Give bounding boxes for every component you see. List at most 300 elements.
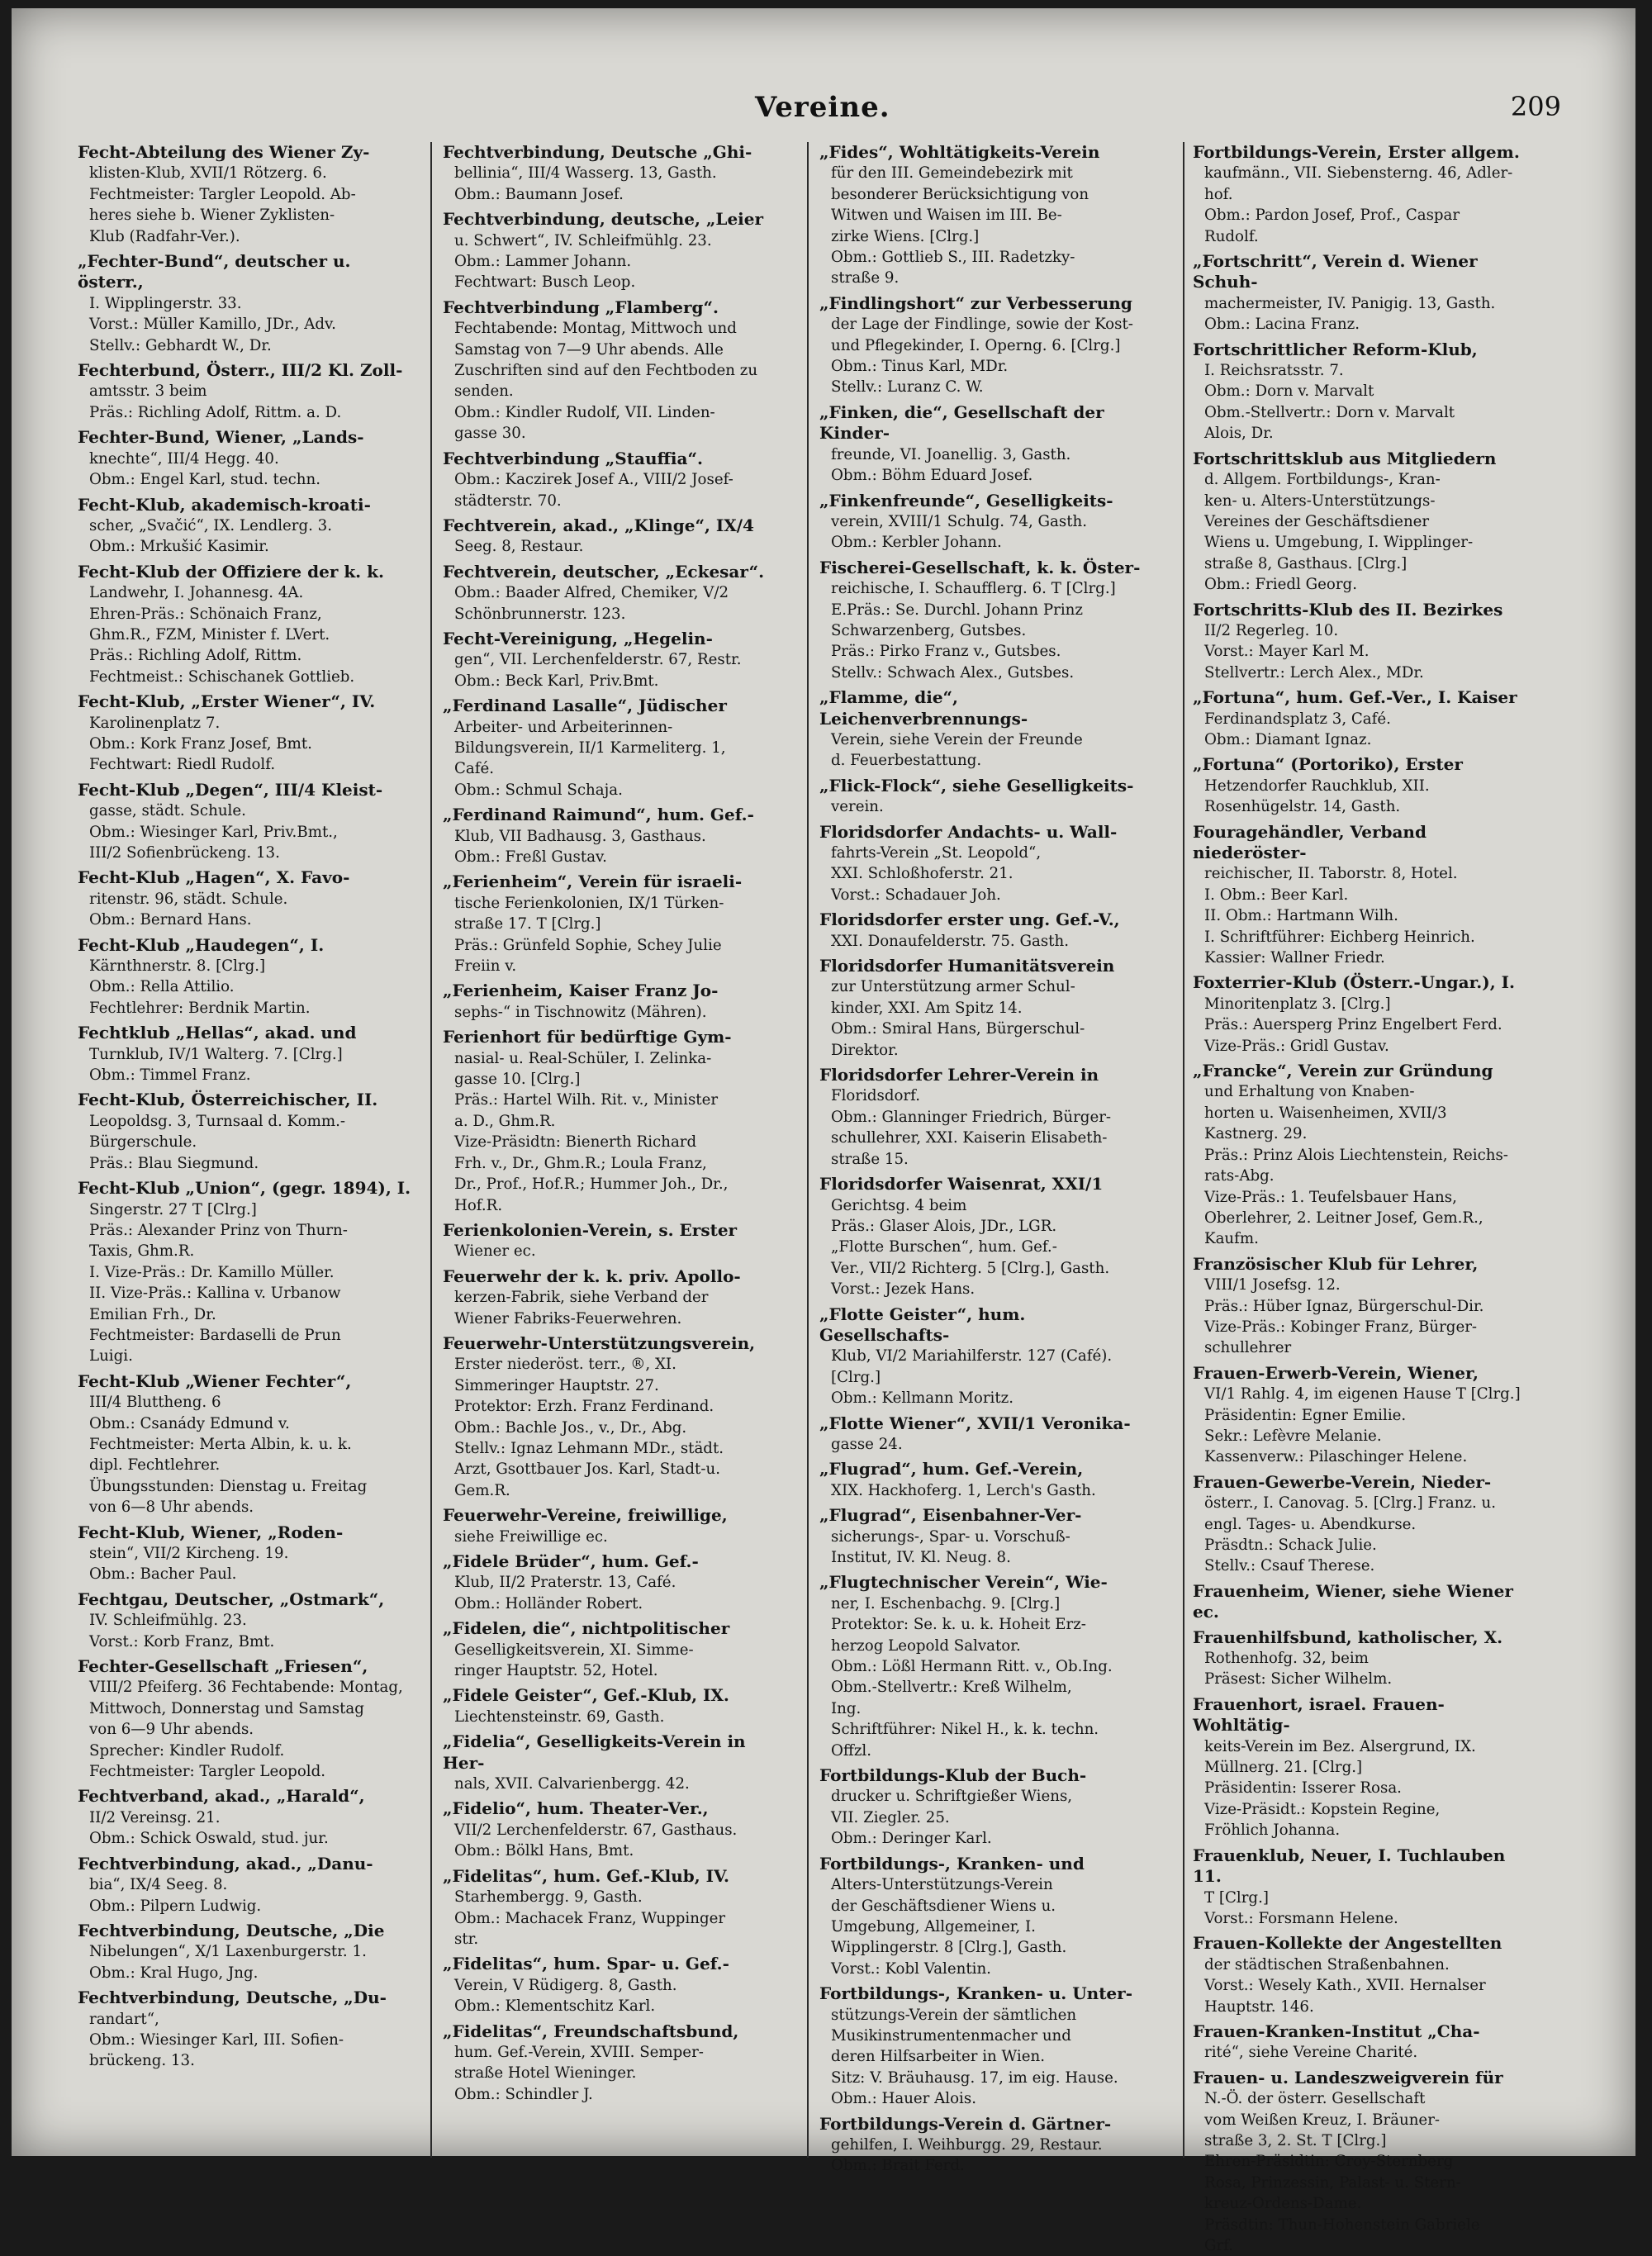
entry-line: Fechtwart: Busch Leop. (454, 273, 636, 292)
directory-entry (1193, 1581, 1530, 1623)
entry-heading: „Fortschritt“, Verein d. Wiener Schuh- (1193, 251, 1478, 292)
entry-line: Obm.: Bernard Hans. (89, 911, 252, 929)
entry-line: Gem.R. (454, 1481, 510, 1499)
directory-entry (1193, 687, 1530, 750)
entry-line: der städtischen Straßenbahnen. (1204, 1955, 1450, 1973)
directory-entry (78, 495, 415, 558)
entry-line: Obm.: Dorn v. Marvalt (1204, 382, 1374, 401)
entry-line: dipl. Fechtlehrer. (89, 1456, 221, 1475)
entry-line: ner, I. Eschenbachg. 9. [Clrg.] (831, 1594, 1061, 1612)
entry-line: Rudolf. (1204, 227, 1259, 245)
entry-line: sicherungs-, Spar- u. Vorschuß- (831, 1527, 1070, 1546)
entry-line: Obm.: Csanády Edmund v. (89, 1414, 290, 1432)
entry-line: Bürgerschule. (89, 1133, 197, 1152)
entry-line: verein. (831, 798, 884, 816)
directory-entry (78, 867, 415, 930)
entry-line: Obm.: Kral Hugo, Jng. (89, 1964, 259, 1982)
entry-line: freunde, VI. Joanellig. 3, Gasth. (831, 445, 1071, 463)
directory-entry (443, 1551, 780, 1614)
column-rule (807, 142, 809, 2158)
entry-line: Simmeringer Hauptstr. 27. (454, 1376, 659, 1394)
entry-line: drucker u. Schriftgießer Wiens, (831, 1788, 1073, 1806)
running-title: Vereine. (755, 91, 890, 124)
entry-line: Stellv.: Luranz C. W. (831, 378, 984, 397)
entry-heading: Fechtverbindung, Deutsche „Ghi- (443, 142, 752, 162)
entry-heading: „Fidele Brüder“, hum. Gef.- (443, 1551, 699, 1571)
entry-heading: „Fidelio“, hum. Theater-Ver., (443, 1798, 709, 1819)
entry-line: Verein, V Rüdigerg. 8, Gasth. (454, 1976, 677, 1994)
entry-line: Wipplingerstr. 8 [Clrg.], Gasth. (831, 1939, 1067, 1957)
entry-line: II/2 Vereinsg. 21. (89, 1808, 221, 1826)
directory-entry (819, 1459, 1156, 1501)
entry-line: von 6—8 Uhr abends. (89, 1498, 254, 1517)
entry-line: Präsest: Sicher Wilhelm. (1204, 1670, 1393, 1688)
column-1 (78, 142, 415, 2141)
entry-line: Stellvertr.: Lerch Alex., MDr. (1204, 663, 1424, 682)
entry-line: Obm.: Schick Oswald, stud. jur. (89, 1830, 329, 1848)
entry-line: Arzt, Gsottbauer Jos. Karl, Stadt-u. (454, 1460, 720, 1479)
entry-heading: Frauen-Kranken-Institut „Cha- (1193, 2021, 1480, 2041)
entry-line: reichische, I. Schaufflerg. 6. T [Clrg.] (831, 580, 1116, 598)
entry-line: ritenstr. 96, städt. Schule. (89, 890, 288, 908)
entry-line: Nibelungen“, X/1 Laxenburgerstr. 1. (89, 1943, 367, 1961)
directory-entry (78, 1522, 415, 1585)
directory-entry (443, 1685, 780, 1727)
entry-line: deren Hilfsarbeiter in Wien. (831, 2048, 1045, 2066)
entry-heading: „Fides“, Wohltätigkeits-Verein (819, 142, 1100, 162)
directory-entry (78, 360, 415, 423)
directory-entry (819, 558, 1156, 683)
entry-line: Obm.: Pardon Josef, Prof., Caspar (1204, 207, 1460, 225)
entry-line: Schönbrunnerstr. 123. (454, 605, 626, 623)
directory-entry (1193, 2021, 1530, 2064)
entry-line: Alters-Unterstützungs-Verein (831, 1876, 1053, 1894)
directory-entry (443, 872, 780, 976)
entry-line: Gerichtsg. 4 beim (831, 1196, 967, 1214)
entry-line: T [Clrg.] (1204, 1888, 1269, 1907)
entry-line: zur Unterstützung armer Schul- (831, 978, 1075, 996)
entry-line: str. (454, 1930, 479, 1948)
directory-entry (819, 1174, 1156, 1299)
entry-heading: „Flotte Wiener“, XVII/1 Veronika- (819, 1413, 1131, 1433)
entry-line: städterstr. 70. (454, 492, 562, 510)
entry-line: Hauptstr. 146. (1204, 1997, 1314, 2016)
directory-entry (819, 1983, 1156, 2109)
entry-line: Wiener Fabriks-Feuerwehren. (454, 1309, 682, 1327)
entry-line: E.Präs.: Se. Durchl. Johann Prinz (831, 601, 1083, 619)
entry-line: Fröhlich Johanna. (1204, 1821, 1341, 1840)
entry-line: Zuschriften sind auf den Fechtboden zu (454, 362, 758, 380)
entry-line: Mittwoch, Donnerstag und Samstag (89, 1699, 364, 1717)
directory-entry (1193, 1363, 1530, 1468)
entry-heading: Frauenheim, Wiener, siehe Wiener ec. (1193, 1580, 1513, 1622)
entry-line: Sprecher: Kindler Rudolf. (89, 1741, 285, 1760)
directory-entry (78, 1371, 415, 1518)
column-rule (430, 142, 432, 2158)
entry-line: Schriftführer: Nikel H., k. k. techn. (831, 1721, 1099, 1739)
directory-entry (443, 142, 780, 205)
entry-heading: Frauenhort, israel. Frauen-Wohltätig- (1193, 1693, 1445, 1736)
directory-entry (819, 402, 1156, 487)
entry-line: Fechtmeister: Targler Leopold. Ab- (89, 185, 356, 203)
entry-heading: Floridsdorfer Waisenrat, XXI/1 (819, 1174, 1104, 1194)
directory-entry (819, 142, 1156, 289)
entry-heading: Fechtgau, Deutscher, „Ostmark“, (78, 1589, 385, 1609)
entry-line: Obm.: Hauer Alois. (831, 2090, 976, 2108)
entry-heading: „Fortuna“ (Portoriko), Erster (1193, 754, 1463, 775)
directory-entry (443, 1798, 780, 1861)
entry-line: siehe Freiwillige ec. (454, 1527, 608, 1546)
entry-line: straße 3, 2. St. T [Clrg.] (1204, 2131, 1387, 2149)
entry-line: Emilian Frh., Dr. (89, 1305, 216, 1323)
entry-heading: Fortschrittlicher Reform-Klub, (1193, 339, 1478, 359)
entry-line: Obm.: Engel Karl, stud. techn. (89, 471, 321, 489)
directory-entry (819, 1413, 1156, 1456)
entry-line: Witwen und Waisen im III. Be- (831, 207, 1062, 225)
entry-heading: Fecht-Klub „Haudegen“, I. (78, 934, 325, 955)
entry-line: VIII/1 Josefsg. 12. (1204, 1276, 1341, 1294)
entry-line: Obm.: Kerbler Johann. (831, 534, 1002, 552)
directory-entry (78, 1854, 415, 1916)
entry-line: Obm.: Gottlieb S., III. Radetzky- (831, 249, 1075, 267)
entry-line: VII/2 Lerchenfelderstr. 67, Gasthaus. (454, 1821, 738, 1839)
entry-line: Obm.: Lammer Johann. (454, 253, 632, 271)
entry-heading: Foxterrier-Klub (Österr.-Ungar.), I. (1193, 972, 1515, 993)
entry-line: Übungsstunden: Dienstag u. Freitag (89, 1477, 368, 1495)
entry-line: Vize-Präsidt.: Kopstein Regine, (1204, 1800, 1441, 1818)
directory-entry (443, 1731, 780, 1794)
entry-heading: Fecht-Abteilung des Wiener Zy- (78, 142, 370, 162)
directory-entry (443, 1618, 780, 1681)
directory-entry (443, 981, 780, 1023)
entry-line: Obm.: Baader Alfred, Chemiker, V/2 (454, 584, 729, 602)
directory-entry (819, 910, 1156, 952)
entry-line: Präs.: Pirko Franz v., Gutsbes. (831, 643, 1061, 661)
entry-line: Präs.: Hartel Wilh. Rit. v., Minister (454, 1091, 719, 1109)
directory-entry (443, 1266, 780, 1329)
entry-heading: „Francke“, Verein zur Gründung (1193, 1061, 1493, 1081)
entry-line: XXI. Donaufelderstr. 75. Gasth. (831, 932, 1069, 950)
column-3 (819, 142, 1156, 2175)
entry-heading: Feuerwehr-Unterstützungsverein, (443, 1332, 756, 1353)
directory-entry (819, 1572, 1156, 1761)
entry-line: hof. (1204, 185, 1233, 203)
entry-line: verein, XVIII/1 Schulg. 74, Gasth. (831, 512, 1088, 530)
entry-line: Vorst.: Kobl Valentin. (831, 1959, 991, 1978)
directory-entry (1193, 1472, 1530, 1577)
entry-heading: „Flugtechnischer Verein“, Wie- (819, 1572, 1108, 1593)
entry-line: Obm.: Smiral Hans, Bürgerschul- (831, 1020, 1085, 1038)
entry-heading: „Fidelen, die“, nichtpolitischer (443, 1618, 730, 1639)
entry-heading: „Flugrad“, Eisenbahner-Ver- (819, 1505, 1082, 1526)
entry-line: herzog Leopold Salvator. (831, 1636, 1021, 1655)
entry-line: gasse 30. (454, 425, 526, 443)
entry-heading: Fecht-Klub, „Erster Wiener“, IV. (78, 691, 376, 712)
entry-line: nals, XVII. Calvarienbergg. 42. (454, 1775, 690, 1793)
entry-line: Alois, Dr. (1204, 425, 1274, 443)
entry-line: hum. Gef.-Verein, XVIII. Semper- (454, 2043, 704, 2061)
entry-line: Fechtlehrer: Berdnik Martin. (89, 999, 311, 1017)
entry-line: für den III. Gemeindebezirk mit (831, 164, 1073, 183)
entry-heading: Fecht-Klub „Hagen“, X. Favo- (78, 867, 350, 888)
entry-line: gasse, städt. Schule. (89, 802, 246, 820)
entry-line: Klub, VII Badhausg. 3, Gasthaus. (454, 827, 706, 845)
entry-line: Frh. v., Dr., Ghm.R.; Loula Franz, (454, 1154, 707, 1172)
entry-heading: Floridsdorfer Lehrer-Verein in (819, 1065, 1099, 1085)
entry-line: Präs.: Glaser Alois, JDr., LGR. (831, 1217, 1057, 1235)
entry-line: Präsdtin: Thun-Hohenstein Gabriele (1204, 2216, 1480, 2234)
entry-line: kinder, XXI. Am Spitz 14. (831, 999, 1023, 1017)
entry-heading: Fortbildungs-Verein d. Gärtner- (819, 2113, 1112, 2134)
entry-line: klisten-Klub, XVII/1 Rötzerg. 6. (89, 164, 327, 183)
entry-line: straße 15. (831, 1150, 909, 1168)
entry-line: fahrts-Verein „St. Leopold“, (831, 844, 1042, 862)
entry-line: Präs.: Auersperg Prinz Engelbert Ferd. (1204, 1016, 1502, 1034)
entry-heading: Fortbildungs-, Kranken- u. Unter- (819, 1983, 1132, 2004)
entry-line: Karolinenplatz 7. (89, 714, 221, 732)
entry-line: schullehrer, XXI. Kaiserin Elisabeth- (831, 1129, 1108, 1147)
entry-line: Obm.: Wiesinger Karl, III. Sofien- (89, 2030, 344, 2049)
entry-line: Ehren-Präs.: Schönaich Franz, (89, 605, 322, 623)
entry-line: nasial- u. Real-Schüler, I. Zelinka- (454, 1049, 712, 1067)
entry-line: Rosa, Prinzessin, Palast- u. Stern- (1204, 2173, 1461, 2192)
entry-line: Präs.: Richling Adolf, Rittm. a. D. (89, 403, 342, 421)
entry-line: Turnklub, IV/1 Walterg. 7. [Clrg.] (89, 1045, 343, 1063)
entry-heading: „Ferienheim“, Verein für israeli- (443, 872, 743, 892)
directory-entry (1193, 1845, 1530, 1930)
entry-line: Kassenverw.: Pilaschinger Helene. (1204, 1448, 1468, 1466)
entry-line: Vize-Präs.: Kobinger Franz, Bürger- (1204, 1318, 1478, 1336)
entry-heading: Frauen- u. Landeszweigverein für (1193, 2067, 1503, 2087)
entry-line: Rosenhügelstr. 14, Gasth. (1204, 798, 1401, 816)
entry-heading: Fecht-Klub der Offiziere der k. k. (78, 561, 384, 582)
entry-line: heres siehe b. Wiener Zyklisten- (89, 207, 335, 225)
entry-heading: „Flamme, die“, Leichenverbrennungs- (819, 687, 1028, 729)
entry-line: I. Wipplingerstr. 33. (89, 294, 242, 312)
entry-line: der Geschäftsdiener Wiens u. (831, 1897, 1056, 1915)
entry-line: Musikinstrumentenmacher und (831, 2026, 1071, 2045)
entry-line: XIX. Hackhoferg. 1, Lerch's Gasth. (831, 1481, 1096, 1499)
directory-entry (78, 1921, 415, 1983)
directory-entry (78, 1090, 415, 1174)
entry-line: Protektor: Se. k. u. k. Hoheit Erz- (831, 1616, 1086, 1634)
entry-line: straße 8, Gasthaus. [Clrg.] (1204, 554, 1408, 572)
entry-line: Schwarzenberg, Gutsbes. (831, 621, 1027, 639)
entry-line: Samstag von 7—9 Uhr abends. Alle (454, 340, 724, 359)
entry-line: Vorst.: Korb Franz, Bmt. (89, 1632, 275, 1650)
entry-line: Präs.: Richling Adolf, Rittm. (89, 647, 302, 665)
column-rule (1183, 142, 1184, 2158)
directory-entry (1193, 142, 1530, 247)
entry-heading: Fechter-Bund, Wiener, „Lands- (78, 427, 364, 448)
entry-line: Obm.: Brait Ferd. (831, 2157, 965, 2175)
entry-heading: „Ferdinand Lasalle“, Jüdischer (443, 696, 727, 716)
entry-line: II. Obm.: Hartmann Wilh. (1204, 907, 1398, 925)
entry-line: I. Vize-Präs.: Dr. Kamillo Müller. (89, 1263, 335, 1281)
entry-line: Sekr.: Lefèvre Melanie. (1204, 1427, 1382, 1445)
entry-line: Umgebung, Allgemeiner, I. (831, 1917, 1036, 1935)
entry-line: Offzl. (831, 1741, 872, 1760)
entry-heading: „Flugrad“, hum. Gef.-Verein, (819, 1459, 1084, 1479)
entry-line: senden. (454, 382, 514, 401)
entry-line: kaufmänn., VII. Siebensterng. 46, Adler- (1204, 164, 1513, 183)
directory-entry (819, 293, 1156, 398)
entry-heading: Fechtverbindung, akad., „Danu- (78, 1853, 373, 1874)
entry-heading: Fortbildungs-, Kranken- und (819, 1853, 1085, 1874)
directory-entry (1193, 822, 1530, 969)
entry-heading: Fechtverbindung, Deutsche, „Die (78, 1920, 385, 1940)
entry-line: I. Obm.: Beer Karl. (1204, 886, 1349, 904)
entry-line: Präsidentin: Isserer Rosa. (1204, 1779, 1402, 1798)
entry-heading: „Fidelitas“, hum. Spar- u. Gef.- (443, 1954, 729, 1974)
entry-line: Direktor. (831, 1041, 899, 1059)
entry-line: gehilfen, I. Weihburgg. 29, Restaur. (831, 2135, 1103, 2154)
entry-line: Präs.: Hüber Ignaz, Bürgerschul-Dir. (1204, 1297, 1484, 1315)
entry-line: scher, „Svačić“, IX. Lendlerg. 3. (89, 516, 333, 534)
entry-line: III/4 Bluttheng. 6 (89, 1394, 221, 1412)
entry-line: Ghm.R., FZM, Minister f. LVert. (89, 625, 330, 644)
entry-line: tische Ferienkolonien, IX/1 Türken- (454, 894, 724, 912)
entry-line: Dr., Prof., Hof.R.; Hummer Joh., Dr., (454, 1175, 729, 1194)
entry-line: Freiin v. (454, 957, 517, 976)
entry-line: Vize-Präs.: Gridl Gustav. (1204, 1037, 1389, 1055)
entry-line: „Flotte Burschen“, hum. Gef.- (831, 1238, 1057, 1256)
entry-line: VII. Ziegler. 25. (831, 1808, 950, 1826)
directory-entry (443, 1220, 780, 1262)
entry-line: Oberlehrer, 2. Leitner Josef, Gem.R., (1204, 1209, 1483, 1227)
entry-line: Vorst.: Forsmann Helene. (1204, 1909, 1398, 1927)
entry-line: besonderer Berücksichtigung von (831, 185, 1089, 203)
entry-line: Präsidentin: Egner Emilie. (1204, 1406, 1407, 1424)
column-4 (1193, 142, 1530, 2254)
entry-line: Vorst.: Mayer Karl M. (1204, 643, 1370, 661)
entry-heading: Fechterbund, Österr., III/2 Kl. Zoll- (78, 360, 403, 381)
entry-line: bellinia“, III/4 Wasserg. 13, Gasth. (454, 164, 717, 183)
entry-heading: Fechter-Gesellschaft „Friesen“, (78, 1656, 368, 1677)
entry-line: österr., I. Canovag. 5. [Clrg.] Franz. u. (1204, 1494, 1497, 1513)
entry-heading: Fechtverein, akad., „Klinge“, IX/4 (443, 515, 754, 535)
directory-entry (443, 2021, 780, 2106)
directory-entry (443, 562, 780, 625)
directory-entry (819, 491, 1156, 553)
directory-entry (1193, 1254, 1530, 1359)
directory-entry (1193, 600, 1530, 684)
entry-line: d. Feuerbestattung. (831, 752, 982, 770)
directory-entry (78, 1023, 415, 1085)
entry-line: Präs.: Grünfeld Sophie, Schey Julie (454, 936, 722, 954)
entry-heading: Fecht-Vereinigung, „Hegelin- (443, 628, 713, 648)
directory-entry (443, 1333, 780, 1501)
entry-heading: „Fortuna“, hum. Gef.-Ver., I. Kaiser (1193, 687, 1517, 708)
entry-line: IV. Schleifmühlg. 23. (89, 1612, 247, 1630)
directory-entry (78, 691, 415, 776)
entry-heading: Frauen-Kollekte der Angestellten (1193, 1933, 1502, 1954)
entry-line: Ver., VII/2 Richterg. 5 [Clrg.], Gasth. (831, 1259, 1110, 1277)
entry-line: engl. Tages- u. Abendkurse. (1204, 1515, 1417, 1533)
entry-line: Liechtensteinstr. 69, Gasth. (454, 1707, 665, 1726)
entry-line: Vorst.: Wesely Kath., XVII. Hernalser (1204, 1977, 1486, 1995)
entry-heading: Frauenklub, Neuer, I. Tuchlauben 11. (1193, 1845, 1506, 1887)
entry-line: kreuz-Ordens-Dame. (1204, 2195, 1362, 2213)
entry-line: I. Reichsratsstr. 7. (1204, 362, 1344, 380)
entry-line: Obm.: Kaczirek Josef A., VIII/2 Josef- (454, 471, 733, 489)
directory-entry (819, 1765, 1156, 1850)
entry-line: Obm.: Wiesinger Karl, Priv.Bmt., (89, 823, 338, 841)
entry-heading: „Fidelia“, Geselligkeits-Verein in Her- (443, 1731, 746, 1773)
entry-line: Ferdinandsplatz 3, Café. (1204, 710, 1391, 728)
entry-line: Luigi. (89, 1347, 133, 1365)
entry-line: Wiener ec. (454, 1242, 536, 1261)
entry-heading: Französischer Klub für Lehrer, (1193, 1253, 1479, 1274)
entry-line: Starhembergg. 9, Gasth. (454, 1888, 643, 1907)
entry-line: rité“, siehe Vereine Charité. (1204, 2044, 1418, 2062)
entry-heading: Fortbildungs-Verein, Erster allgem. (1193, 142, 1520, 162)
entry-line: Kastnerg. 29. (1204, 1125, 1308, 1143)
entry-line: Verein, siehe Verein der Freunde (831, 730, 1083, 748)
entry-line: von 6—9 Uhr abends. (89, 1721, 254, 1739)
entry-heading: Fouragehändler, Verband niederöster- (1193, 821, 1427, 862)
entry-line: Stellv.: Gebhardt W., Dr. (89, 336, 272, 354)
directory-entry (819, 1854, 1156, 1979)
directory-entry (1193, 1933, 1530, 2017)
entry-line: Obm.: Freßl Gustav. (454, 848, 607, 866)
entry-line: Landwehr, I. Johannesg. 4A. (89, 584, 304, 602)
directory-entry (443, 1027, 780, 1216)
entry-line: Obm.-Stellvertr.: Kreß Wilhelm, (831, 1679, 1072, 1697)
entry-line: Klub (Radfahr-Ver.). (89, 227, 240, 245)
entry-line: Fechtabende: Montag, Mittwoch und (454, 320, 737, 338)
entry-line: amtsstr. 3 beim (89, 382, 207, 401)
entry-line: Obm.: Holländer Robert. (454, 1594, 643, 1612)
entry-line: zirke Wiens. [Clrg.] (831, 227, 980, 245)
directory-entry (443, 1866, 780, 1950)
entry-line: Klub, VI/2 Mariahilferstr. 127 (Café). (831, 1347, 1113, 1365)
entry-line: Müllnerg. 21. [Clrg.] (1204, 1759, 1363, 1777)
entry-line: reichischer, II. Taborstr. 8, Hotel. (1204, 865, 1458, 883)
entry-line: Obm.: Friedl Georg. (1204, 576, 1357, 594)
entry-line: Seeg. 8, Restaur. (454, 538, 584, 556)
entry-heading: „Finkenfreunde“, Geselligkeits- (819, 490, 1113, 511)
entry-line: [Clrg.] (831, 1368, 881, 1386)
directory-entry (443, 449, 780, 511)
entry-line: Geselligkeitsverein, XI. Simme- (454, 1641, 694, 1659)
entry-line: Fechtmeister: Merta Albin, k. u. k. (89, 1435, 352, 1453)
entry-heading: „Fechter-Bund“, deutscher u. österr., (78, 251, 351, 292)
entry-line: randart“, (89, 2010, 159, 2028)
entry-line: rats-Abg. (1204, 1167, 1275, 1185)
entry-line: Präsdtn.: Schack Julie. (1204, 1536, 1377, 1554)
entry-heading: Ferienhort für bedürftige Gym- (443, 1027, 732, 1047)
entry-line: Wiens u. Umgebung, I. Wipplinger- (1204, 534, 1474, 552)
entry-line: Obm.: Pilpern Ludwig. (89, 1897, 262, 1915)
entry-heading: Floridsdorfer erster ung. Gef.-V., (819, 910, 1120, 930)
entry-line: Obm.: Machacek Franz, Wuppinger (454, 1909, 726, 1927)
directory-entry (1193, 754, 1530, 817)
entry-line: straße 9. (831, 269, 900, 287)
entry-line: Obm.: Rella Attilio. (89, 978, 235, 996)
entry-line: Präs.: Prinz Alois Liechtenstein, Reichs- (1204, 1146, 1508, 1164)
directory-entry (1193, 972, 1530, 1057)
directory-entry (443, 629, 780, 691)
entry-line: Floridsdorf. (831, 1087, 921, 1105)
entry-heading: Fechtverein, deutscher, „Eckesar“. (443, 561, 765, 582)
entry-heading: Fecht-Klub, Österreichischer, II. (78, 1090, 378, 1110)
entry-heading: „Fidelitas“, hum. Gef.-Klub, IV. (443, 1865, 729, 1886)
entry-line: Obm.: Timmel Franz. (89, 1066, 251, 1085)
entry-heading: Fortbildungs-Klub der Buch- (819, 1765, 1087, 1786)
entry-line: III/2 Sofienbrückeng. 13. (89, 844, 280, 862)
directory-entry (1193, 251, 1530, 335)
